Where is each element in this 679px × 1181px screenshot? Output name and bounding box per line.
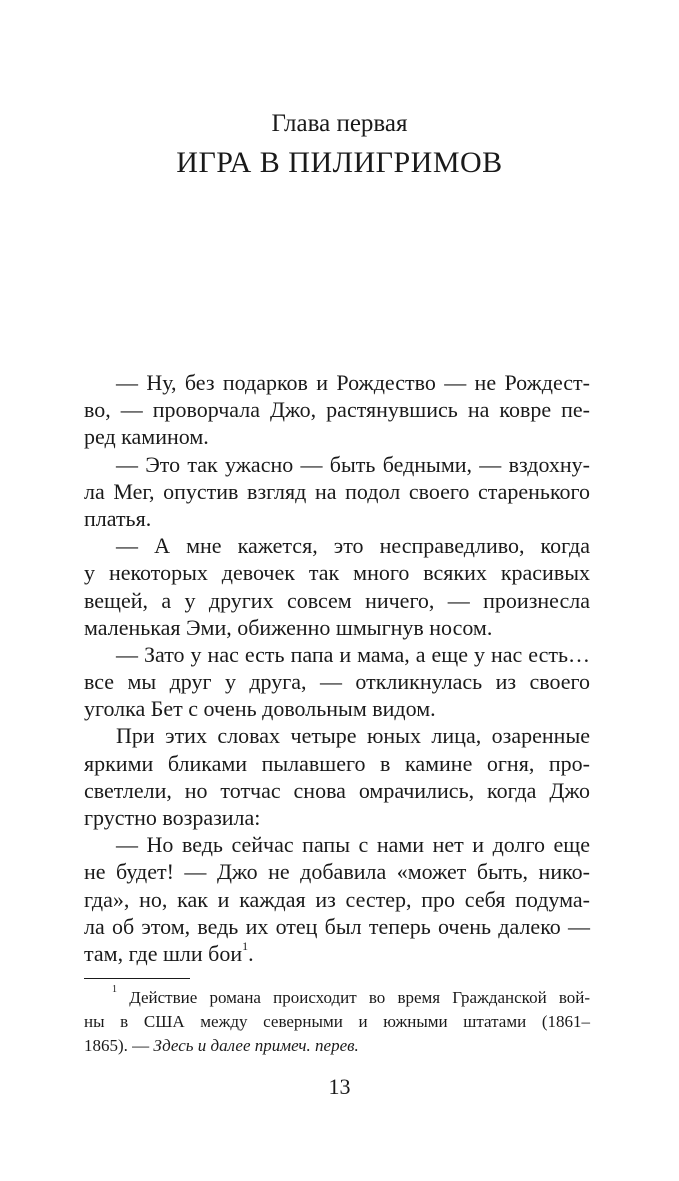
text-line [84, 505, 590, 532]
footnote-translator-note: Здесь и далее примеч. перев. [153, 1036, 359, 1055]
footnote-divider [84, 978, 190, 979]
text-line [84, 532, 590, 559]
text-line-tail: . [248, 940, 254, 966]
text-line [84, 940, 590, 967]
text-line-content: — Зато у нас есть папа и мама, а еще у нас есть… [116, 641, 590, 667]
text-line [84, 587, 590, 614]
text-line [84, 886, 590, 913]
footnote-line [84, 986, 590, 1010]
footnote-line [84, 1034, 590, 1058]
text-line [84, 451, 590, 478]
footnote-text: Действие романа происходит во время Гражданской вой- [129, 988, 591, 1007]
text-line-content: яркими бликами пылавшего в камине огня, про- [84, 750, 590, 776]
text-line [84, 695, 590, 722]
text-line [84, 858, 590, 885]
text-line-content: гда», но, как и каждая из сестер, про себя подума- [84, 886, 590, 912]
text-line [84, 369, 590, 396]
chapter-label: Глава первая [271, 110, 408, 137]
text-line-content: все мы друг у друга, — откликнулась из своего [84, 669, 590, 695]
text-line-content: вещей, а у других совсем ничего, — произнесла [84, 587, 590, 613]
text-line-content: грустно возразила: [84, 805, 261, 830]
footnote-line: ны в США между северными и южными штатами (1861– [84, 1012, 590, 1031]
text-line-content: — Ну, без подарков и Рождество — не Рождест- [116, 370, 590, 395]
text-line-content: во, — проворчала Джо, растянувшись на ковре пе- [84, 397, 590, 423]
text-line [84, 831, 590, 858]
footnote-marker: 1 [112, 984, 117, 996]
text-line [84, 478, 590, 505]
text-line [84, 913, 590, 940]
text-line [84, 641, 590, 668]
text-line [84, 423, 590, 450]
text-line-content: — Но ведь сейчас папы с нами нет и долго еще [116, 832, 590, 858]
text-line [84, 668, 590, 695]
body-text [84, 369, 590, 967]
text-line-content: у некоторых девочек так много всяких красивых [84, 560, 590, 586]
text-line-content: — А мне кажется, это несправедливо, когда [116, 533, 590, 559]
text-line-content: ред камином. [84, 424, 209, 450]
text-line-content: маленькая Эми, обиженно шмыгнув носом. [84, 614, 493, 640]
text-line-content: уголка Бет с очень довольным видом. [84, 696, 436, 722]
footnote-text: 1865). — [84, 1036, 154, 1055]
text-line-content: не будет! — Джо не добавила «может быть, нико- [84, 859, 590, 885]
text-line [84, 559, 590, 586]
footnote [84, 986, 590, 1058]
text-line [84, 614, 590, 641]
text-line-content: там, где шли бои [84, 940, 243, 966]
text-line-content: ла об этом, ведь их отец был теперь очень далеко — [84, 913, 590, 939]
text-line-content: платья. [84, 505, 152, 531]
text-line-content: светлели, но тотчас снова омрачились, когда Джо [84, 777, 590, 803]
text-line [84, 777, 590, 804]
text-line-content: — Это так ужасно — быть бедными, — вздохну- [116, 451, 590, 477]
chapter-title: ИГРА В ПИЛИГРИМОВ [176, 146, 503, 179]
text-line [84, 804, 590, 831]
text-line [84, 396, 590, 423]
text-line [84, 750, 590, 777]
footnote-reference: 1 [242, 938, 249, 953]
text-line [84, 722, 590, 749]
text-line-content: ла Мег, опустив взгляд на подол своего старенького [84, 478, 590, 504]
text-line-content: При этих словах четыре юных лица, озаренные [116, 723, 590, 749]
page-number: 13 [328, 1074, 351, 1099]
